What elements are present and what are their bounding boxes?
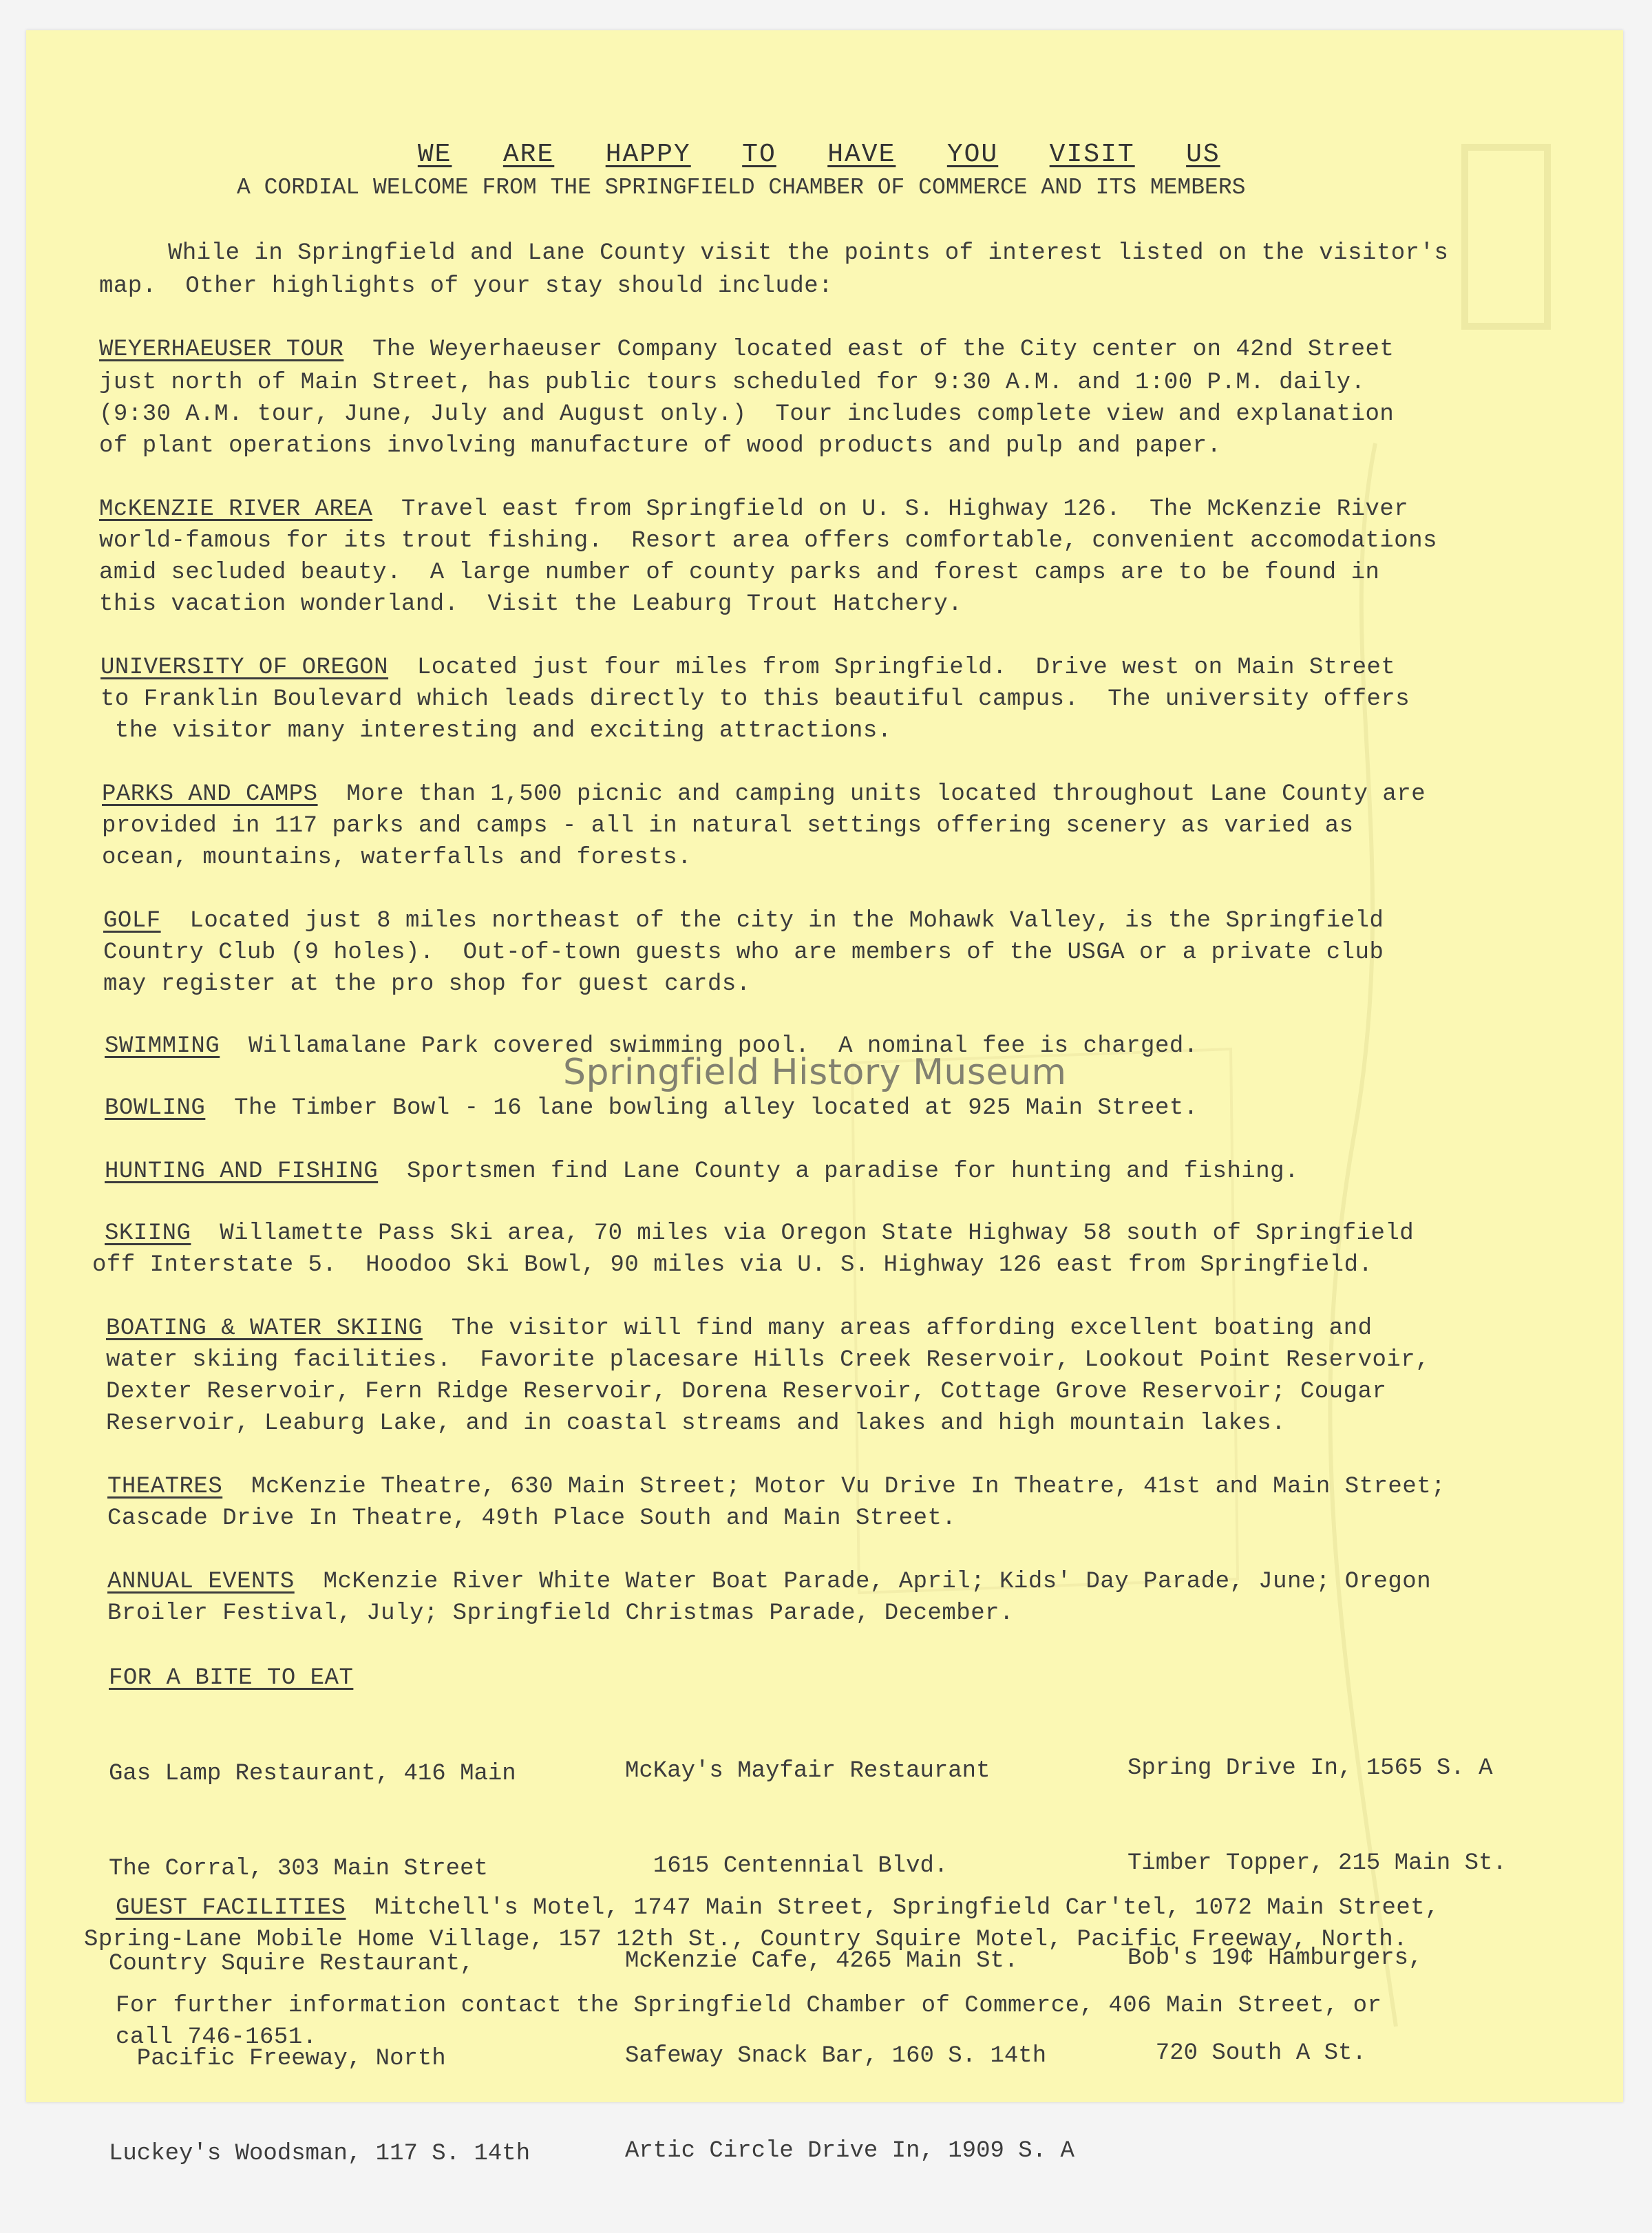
restaurant-entry: Artic Circle Drive In, 1909 S. A [625, 2138, 1074, 2164]
museum-watermark: Springfield History Museum [563, 1052, 1067, 1093]
section-heading: THEATRES [107, 1474, 223, 1500]
section-heading: UNIVERSITY OF OREGON [100, 655, 389, 681]
section-heading: BOATING & WATER SKIING [106, 1315, 423, 1342]
section-heading: HUNTING AND FISHING [105, 1158, 379, 1185]
eat-heading: FOR A BITE TO EAT [109, 1665, 354, 1691]
section-text: Reservoir, Leaburg Lake, and in coastal streams and lakes and high mountain lakes. [106, 1410, 1286, 1437]
intro-line: While in Springfield and Lane County visit the points of interest listed on the visitor's [168, 240, 1449, 266]
section-guest [116, 1894, 1439, 1922]
section-heading: McKENZIE RIVER AREA [99, 496, 373, 522]
restaurant-entry: Safeway Snack Bar, 160 S. 14th [625, 2043, 1047, 2069]
restaurant-entry: 1615 Centennial Blvd. [625, 1853, 949, 1879]
section-text: amid secluded beauty. A large number of county parks and forest camps are to be found in [99, 560, 1380, 586]
section-boating [106, 1315, 1373, 1342]
section-text: of plant operations involving manufacture of wood products and pulp and paper. [99, 433, 1222, 459]
section-text: Travel east from Springfield on U. S. Highway 126. The McKenzie River [401, 496, 1409, 522]
section-mckenzie [99, 496, 1408, 523]
title-word: TO [742, 140, 776, 169]
section-heading: SWIMMING [105, 1033, 220, 1059]
title-word: WE [417, 140, 452, 169]
section-text: Cascade Drive In Theatre, 49th Place South and Main Street. [107, 1505, 957, 1532]
section-university [100, 654, 1395, 681]
section-heading: PARKS AND CAMPS [102, 781, 318, 807]
section-heading: BOWLING [105, 1095, 206, 1121]
section-heading: GUEST FACILITIES [116, 1895, 346, 1921]
subtitle: A CORDIAL WELCOME FROM THE SPRINGFIELD CHAMBER OF COMMERCE AND ITS MEMBERS [237, 175, 1246, 200]
restaurant-entry: The Corral, 303 Main Street [109, 1856, 488, 1882]
section-text: just north of Main Street, has public tours scheduled for 9:30 A.M. and 1:00 P.M. daily. [99, 370, 1366, 396]
section-text: (9:30 A.M. tour, June, July and August only.) Tour includes complete view and explanation [99, 401, 1395, 427]
section-golf [103, 907, 1384, 935]
section-text: world-famous for its trout fishing. Resort area offers comfortable, convenient accomodations [99, 528, 1438, 554]
title-word: HAVE [827, 140, 896, 169]
section-text: The Timber Bowl - 16 lane bowling alley located at 925 Main Street. [234, 1095, 1198, 1121]
section-theatres [107, 1473, 1446, 1501]
restaurant-entry: 720 South A St. [1127, 2040, 1366, 2066]
document-page [26, 30, 1623, 2167]
title-word: YOU [946, 140, 999, 169]
section-text: water skiing facilities. Favorite placesare Hills Creek Reservoir, Lookout Point Reservoir, [106, 1347, 1430, 1373]
section-text: Broiler Festival, July; Springfield Christmas Parade, December. [107, 1600, 1014, 1627]
section-text: Sportsmen find Lane County a paradise for hunting and fishing. [406, 1158, 1299, 1185]
restaurant-entry: Gas Lamp Restaurant, 416 Main [109, 1761, 516, 1787]
eat-column-2 [625, 1692, 1074, 2230]
section-text: Located just four miles from Springfield. Drive west on Main Street [416, 655, 1396, 681]
section-text: may register at the pro shop for guest cards. [103, 971, 751, 997]
contact-line: For further information contact the Springfield Chamber of Commerce, 406 Main Street, or [116, 1993, 1382, 2019]
section-bowling [105, 1094, 1198, 1122]
section-heading: GOLF [103, 908, 161, 934]
section-text: Mitchell's Motel, 1747 Main Street, Springfield Car'tel, 1072 Main Street, [374, 1895, 1440, 1921]
section-text: Willamette Pass Ski area, 70 miles via Oregon State Highway 58 south of Springfield [220, 1220, 1415, 1247]
title-word: ARE [502, 140, 555, 169]
restaurant-entry: Country Squire Restaurant, [109, 1951, 474, 1977]
restaurant-entry: Bob's 19¢ Hamburgers, [1127, 1945, 1423, 1971]
restaurant-entry: Pacific Freeway, North [109, 2046, 446, 2072]
section-text: Spring-Lane Mobile Home Village, 157 12th St., Country Squire Motel, Pacific Freeway, North. [84, 1927, 1408, 1953]
title-word: US [1186, 140, 1220, 169]
restaurant-entry: Luckey's Woodsman, 117 S. 14th [109, 2141, 531, 2167]
contact-line: call 746-1651. [116, 2024, 317, 2051]
section-text: this vacation wonderland. Visit the Leaburg Trout Hatchery. [99, 591, 963, 617]
section-text: Country Club (9 holes). Out-of-town guests who are members of the USGA or a private club [103, 940, 1384, 966]
section-skiing [105, 1220, 1414, 1247]
section-text: Located just 8 miles northeast of the city in the Mohawk Valley, is the Springfield [189, 908, 1384, 934]
section-text: The Weyerhaeuser Company located east of the City center on 42nd Street [372, 337, 1395, 363]
title-word: VISIT [1049, 140, 1135, 169]
section-events [107, 1568, 1431, 1596]
intro-line: map. Other highlights of your stay should include: [99, 273, 834, 299]
section-text: McKenzie River White Water Boat Parade, April; Kids' Day Parade, June; Oregon [323, 1569, 1432, 1595]
section-text: Willamalane Park covered swimming pool. A nominal fee is charged. [248, 1033, 1198, 1059]
section-heading: ANNUAL EVENTS [107, 1569, 295, 1595]
section-parks [102, 781, 1426, 808]
section-text: McKenzie Theatre, 630 Main Street; Motor Vu Drive In Theatre, 41st and Main Street; [251, 1474, 1446, 1500]
section-weyerhaeuser [99, 336, 1394, 363]
section-text: the visitor many interesting and exciting attractions. [100, 718, 892, 744]
section-text: off Interstate 5. Hoodoo Ski Bowl, 90 miles via U. S. Highway 126 east from Springfield. [92, 1252, 1373, 1278]
section-text: Dexter Reservoir, Fern Ridge Reservoir, Dorena Reservoir, Cottage Grove Reservoir; Cougar [106, 1379, 1387, 1405]
restaurant-entry: Timber Topper, 215 Main St. [1127, 1850, 1507, 1876]
restaurant-entry: Spring Drive In, 1565 S. A [1127, 1755, 1493, 1781]
section-heading: SKIING [105, 1220, 191, 1247]
section-text: to Franklin Boulevard which leads directly to this beautiful campus. The university offers [100, 686, 1410, 712]
section-heading: WEYERHAEUSER TOUR [99, 337, 344, 363]
section-text: ocean, mountains, waterfalls and forests. [102, 845, 692, 871]
restaurant-entry: McKay's Mayfair Restaurant [625, 1758, 991, 1784]
title-word: HAPPY [605, 140, 691, 169]
section-hunting [105, 1158, 1299, 1185]
section-text: provided in 117 parks and camps - all in natural settings offering scenery as varied as [102, 813, 1354, 839]
eat-column-1 [109, 1695, 530, 2233]
section-text: More than 1,500 picnic and camping units located throughout Lane County are [346, 781, 1426, 807]
section-text: The visitor will find many areas affording excellent boating and [451, 1315, 1373, 1342]
restaurant-entry: McKenzie Cafe, 4265 Main St. [625, 1948, 1019, 1974]
